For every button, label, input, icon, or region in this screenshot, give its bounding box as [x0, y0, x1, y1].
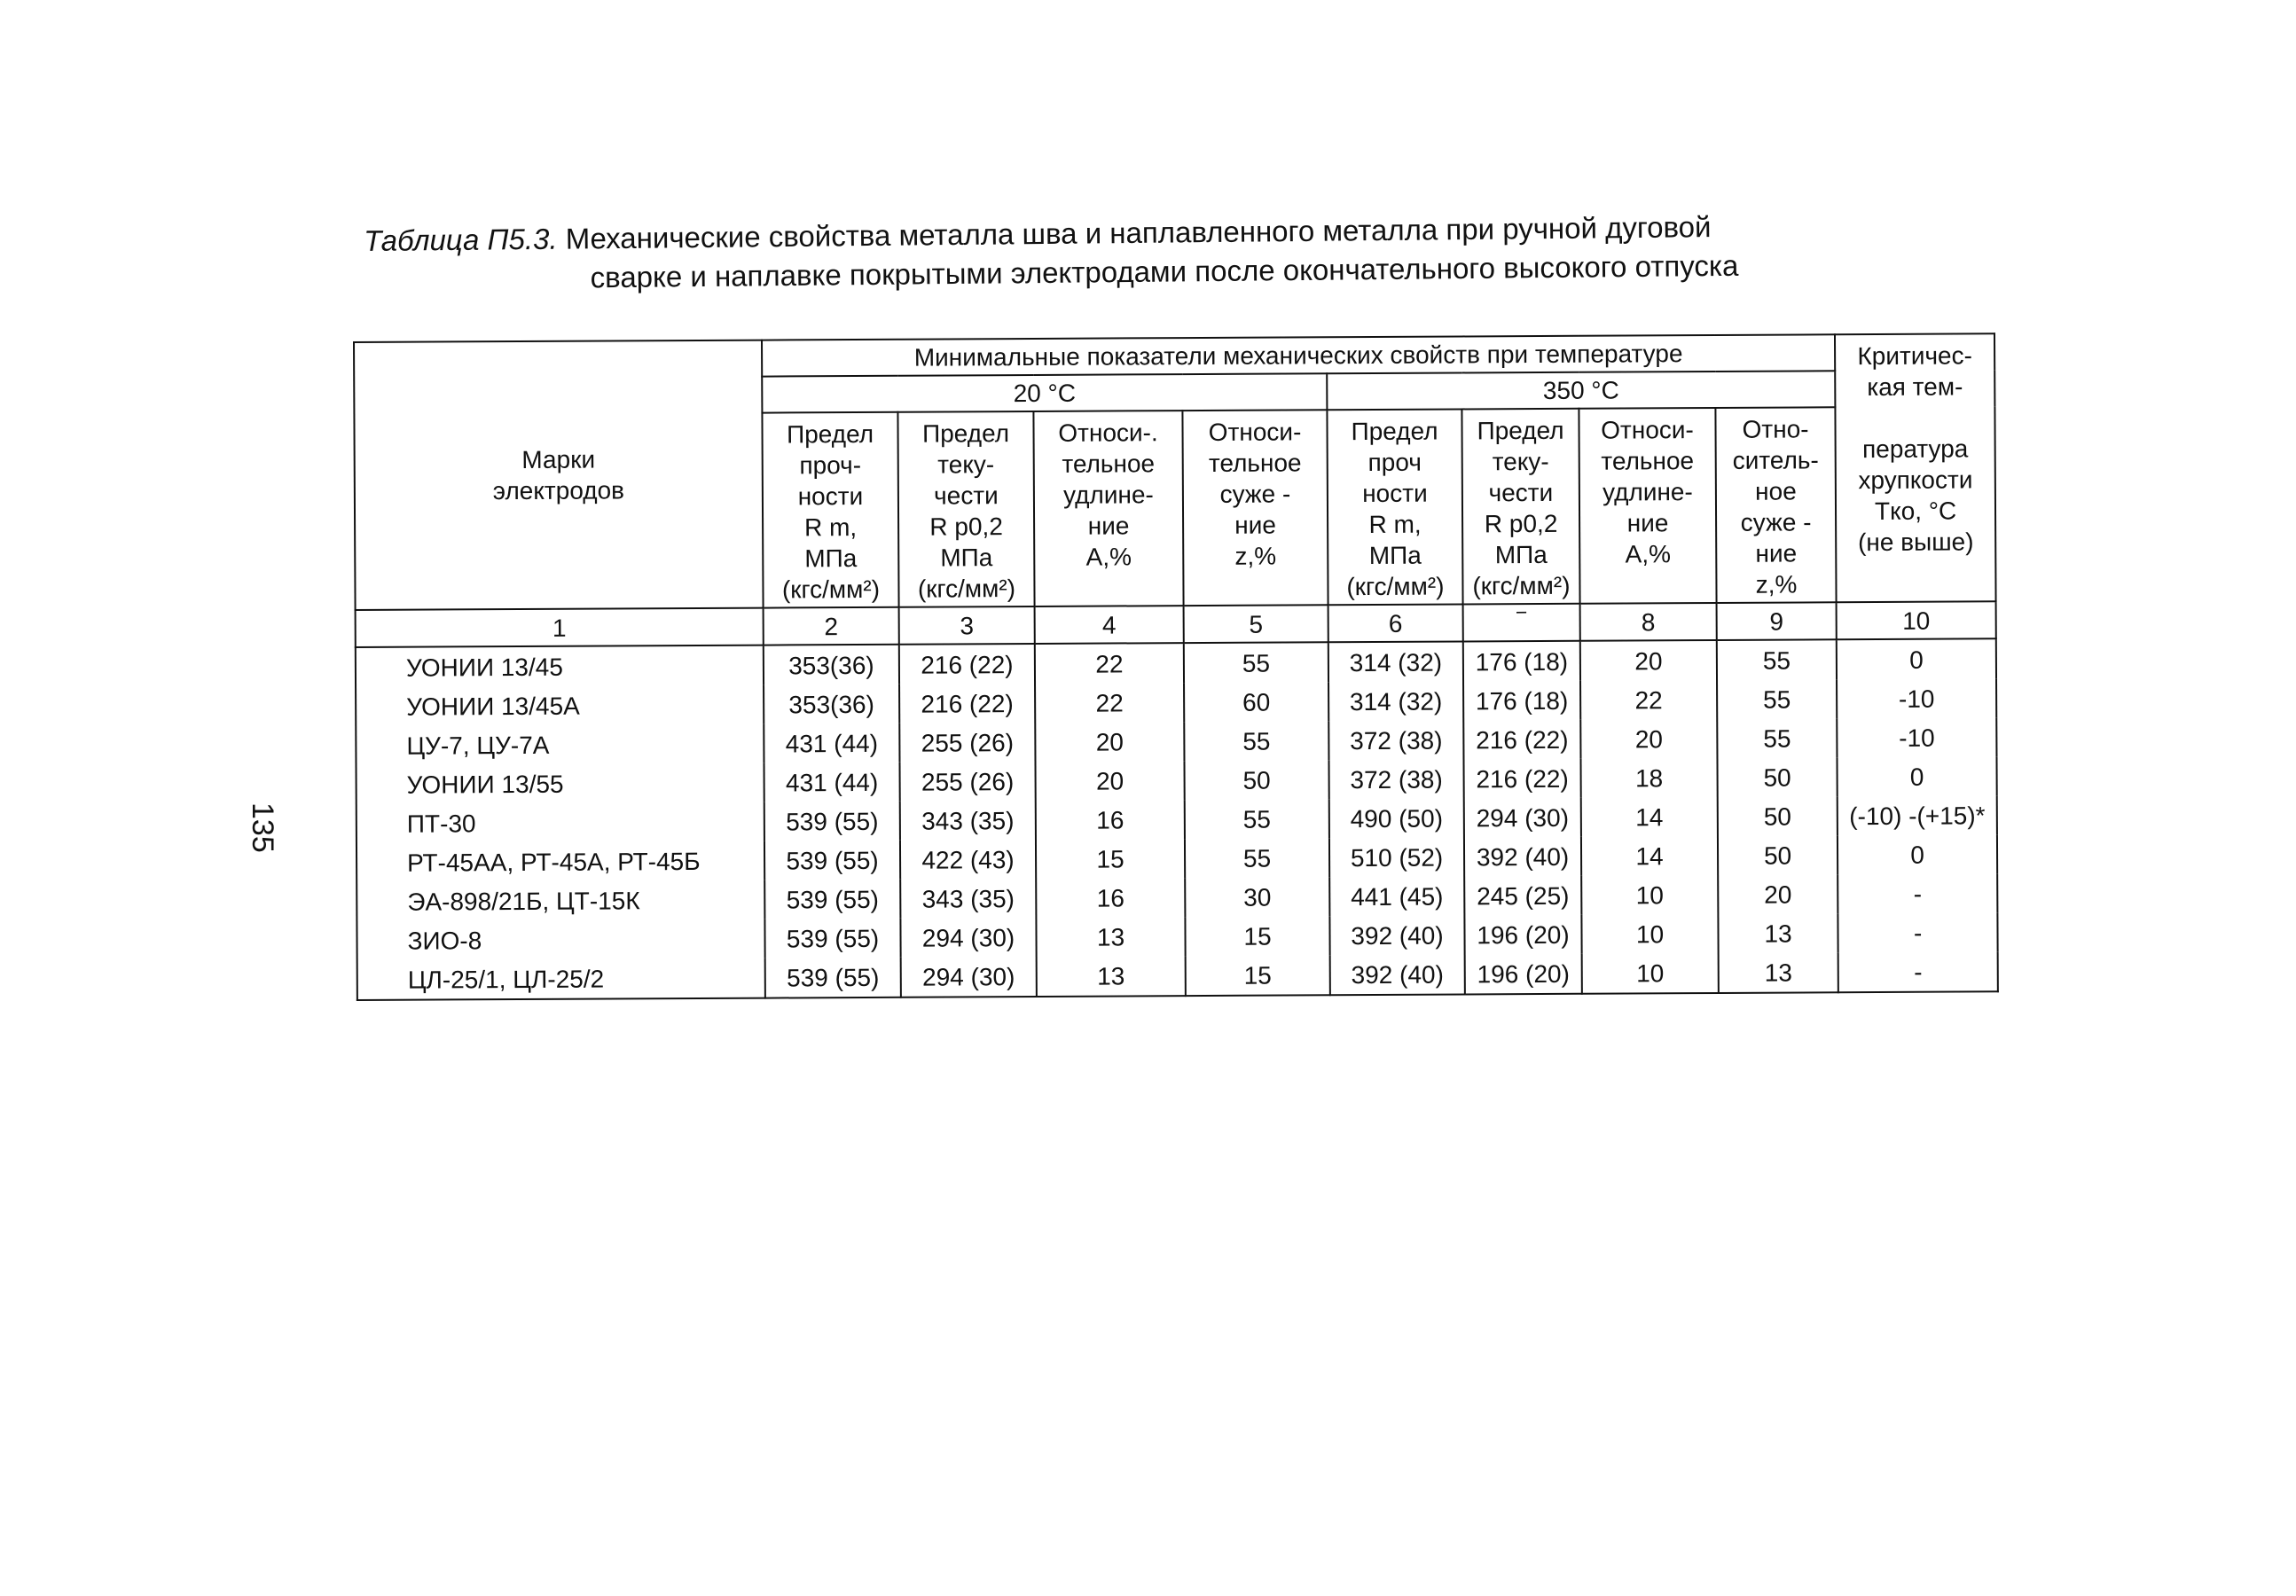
column-number: 4 [1035, 606, 1184, 644]
table-cell: 422 (43) [900, 840, 1036, 880]
table-cell: 55 [1717, 679, 1837, 719]
temp-350-header: 350 °С [1327, 371, 1835, 410]
table-cell: 10 [1581, 914, 1718, 954]
page-number: 135 [246, 802, 279, 853]
table-cell: (-10) -(+15)* [1838, 795, 1997, 835]
table-cell: 314 (32) [1328, 641, 1463, 682]
table-cell: 196 (20) [1464, 915, 1581, 955]
electrode-brand: ЦЛ-25/1, ЦЛ-25/2 [357, 958, 765, 1000]
table-cell: 255 (26) [899, 723, 1035, 763]
table-cell: 16 [1036, 878, 1185, 918]
table-cell: 196 (20) [1465, 954, 1582, 995]
table-cell: 60 [1184, 682, 1328, 722]
properties-table [353, 332, 1999, 1001]
table-cell: 216 (22) [1463, 759, 1580, 799]
table-cell: 15 [1186, 955, 1330, 996]
table-cell: 14 [1581, 836, 1718, 876]
table-cell: - [1838, 951, 1998, 992]
caption-label: Таблица П5.3. [364, 222, 558, 257]
table-cell: 176 (18) [1463, 681, 1580, 721]
table-cell: 22 [1035, 683, 1184, 723]
table-cell: 50 [1717, 757, 1837, 797]
table-cell: 392 (40) [1464, 837, 1581, 877]
table-cell: 539 (55) [764, 841, 900, 880]
table-cell: 490 (50) [1329, 798, 1464, 838]
table-body [356, 601, 1998, 1000]
table-cell: 55 [1184, 721, 1328, 761]
table-cell: 314 (32) [1328, 681, 1463, 721]
table-cell: 539 (55) [764, 919, 900, 958]
table-cell: 294 (30) [1464, 798, 1581, 838]
table-cell: 10 [1582, 953, 1719, 994]
table-cell: 510 (52) [1329, 837, 1464, 877]
electrode-brand: РТ-45АА, РТ-45А, РТ-45Б [357, 841, 764, 882]
table-cell: 392 (40) [1329, 915, 1464, 955]
table-cell: - [1838, 873, 1997, 913]
table-cell: 20 [1035, 761, 1184, 801]
table-cell: 20 [1718, 874, 1838, 914]
table-cell: 216 (22) [1463, 720, 1580, 760]
table-cell: 353(36) [764, 685, 899, 724]
brand-column-header: Марки электродов [354, 340, 764, 610]
table-cell: 13 [1037, 956, 1186, 997]
critical-temp-header: Критичес- кая тем- пература хрупкости Tко, °С (не выше) [1835, 333, 1996, 602]
table-cell: 55 [1717, 718, 1837, 758]
table-cell: 343 (35) [900, 801, 1036, 841]
subheader-cell: Относи-. тельное удлине- ние A,% [1033, 411, 1183, 606]
table-cell: 431 (44) [764, 763, 899, 802]
table-cell: 539 (55) [764, 880, 900, 919]
electrode-brand: УОНИИ 13/55 [357, 763, 764, 804]
column-number: ‾ [1463, 604, 1580, 642]
subheader-cell: Предел теку- чести R p0,2 МПа (кгс/мм²) [897, 411, 1034, 607]
table-cell: 245 (25) [1464, 876, 1581, 916]
table-cell: 13 [1718, 913, 1838, 953]
subheader-cell: Относи- тельное суже - ние z,% [1182, 410, 1328, 606]
table-cell: 20 [1580, 719, 1717, 759]
caption-line-2: сварке и наплавке покрытыми электродами после окончательного высокого отпуска [590, 248, 1739, 294]
table-cell: 294 (30) [900, 918, 1036, 958]
table-cell: 50 [1718, 796, 1838, 836]
electrode-brand: ПТ-30 [357, 802, 764, 843]
table-cell: 50 [1718, 835, 1838, 875]
table-cell: 431 (44) [764, 724, 899, 763]
electrode-brand: УОНИИ 13/45А [356, 685, 764, 726]
table-cell: -10 [1837, 717, 1996, 757]
table-cell: 20 [1580, 640, 1717, 681]
table-cell: 50 [1184, 760, 1328, 800]
subheader-cell: Относи- тельное удлине- ние A,% [1579, 408, 1716, 604]
table-cell: 372 (38) [1328, 759, 1463, 799]
table-cell: 372 (38) [1328, 720, 1463, 760]
caption-line-1: Механические свойства металла шва и наплавленного металла при ручной дуговой [565, 210, 1712, 255]
table-cell: 55 [1717, 639, 1837, 680]
table-cell: 15 [1185, 916, 1329, 956]
table-cell: 216 (22) [899, 684, 1035, 724]
table-cell: 14 [1581, 797, 1718, 837]
table-cell: 55 [1185, 838, 1329, 878]
table-cell: 30 [1185, 877, 1329, 917]
table-cell: 22 [1035, 643, 1184, 684]
table-cell: 18 [1580, 758, 1717, 798]
table-cell: 255 (26) [899, 762, 1035, 802]
subheader-cell: Предел проч ности R m, МПа (кгс/мм²) [1327, 409, 1462, 605]
table-caption [364, 206, 1916, 300]
table-cell: 13 [1719, 952, 1838, 993]
table-cell: 539 (55) [765, 958, 901, 998]
column-number: 3 [899, 606, 1035, 645]
table-cell: 216 (22) [899, 644, 1035, 685]
table-row [357, 951, 1998, 1000]
electrode-brand: ЗИО-8 [357, 919, 764, 960]
table-cell: 16 [1036, 800, 1185, 840]
table-cell: 441 (45) [1329, 876, 1464, 916]
subheader-cell: Предел теку- чести R p0,2 МПа (кгс/мм²) [1461, 409, 1579, 605]
table-cell: 176 (18) [1463, 641, 1580, 682]
group-header: Минимальные показатели механических свойств при температуре [762, 334, 1835, 376]
table-cell: 343 (35) [900, 879, 1036, 919]
column-number: 9 [1717, 602, 1837, 640]
table-cell: 13 [1036, 917, 1185, 957]
electrode-brand: ЭА-898/21Б, ЦТ-15К [357, 880, 764, 921]
table-cell: 353(36) [764, 645, 899, 685]
table-cell: 10 [1581, 875, 1718, 915]
table-cell: -10 [1837, 678, 1996, 718]
electrode-brand: ЦУ-7, ЦУ-7А [356, 724, 764, 765]
table-cell: 15 [1036, 839, 1185, 879]
electrode-brand: УОНИИ 13/45 [356, 645, 764, 687]
table-cell: 0 [1838, 834, 1997, 874]
table-cell: 392 (40) [1330, 954, 1465, 995]
column-number: 6 [1328, 604, 1463, 642]
column-number: 8 [1580, 603, 1717, 641]
table-cell: 294 (30) [901, 957, 1037, 998]
column-number: 5 [1184, 605, 1328, 643]
table-cell: 55 [1185, 799, 1329, 839]
subheader-cell: Отно- ситель- ное суже - ние z,% [1715, 407, 1836, 603]
table-cell: - [1838, 912, 1997, 952]
table-cell: 55 [1184, 642, 1328, 683]
column-number: 2 [764, 607, 899, 645]
column-number: 1 [356, 608, 764, 647]
table-cell: 539 (55) [764, 802, 900, 841]
table-cell: 20 [1035, 722, 1184, 762]
table-cell: 22 [1580, 680, 1717, 720]
column-number: 10 [1837, 601, 1996, 639]
temp-20-header: 20 °С [762, 373, 1327, 412]
table-cell: 0 [1837, 638, 1996, 679]
table-cell: 0 [1838, 756, 1997, 796]
subheader-cell: Предел проч- ности R m, МПа (кгс/мм²) [762, 412, 898, 608]
